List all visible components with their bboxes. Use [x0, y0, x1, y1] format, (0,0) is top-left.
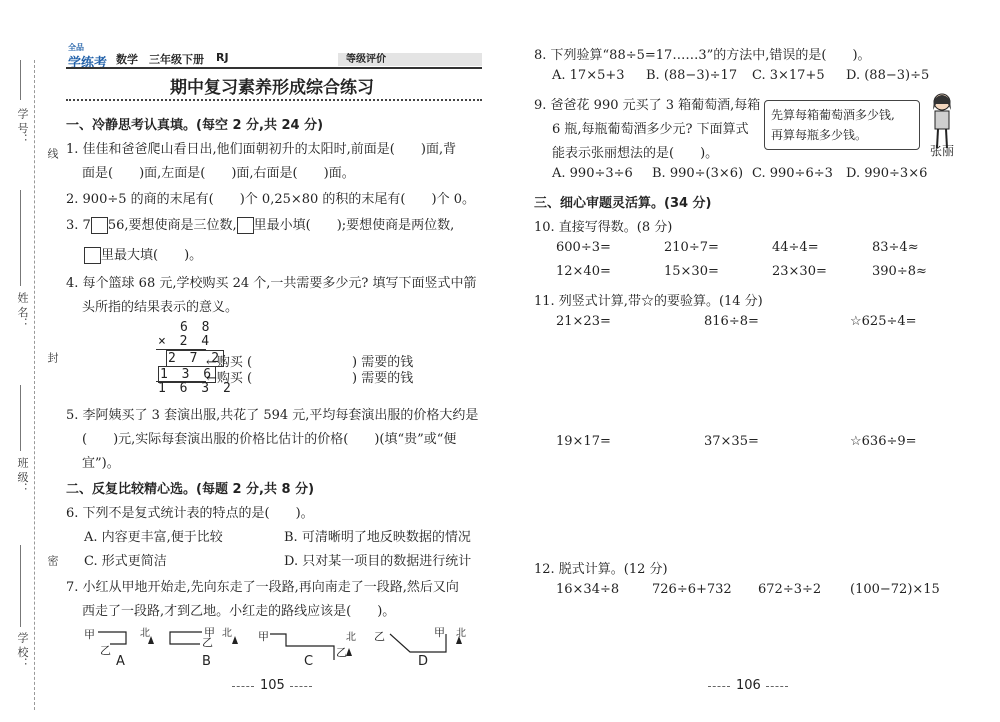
calc-arrow-1: ←购买 (	[206, 355, 253, 370]
q12-item: 726÷6+732	[652, 582, 732, 597]
q8-option-c[interactable]: C. 3×17+5	[752, 68, 825, 83]
q10-item: 210÷7=	[664, 240, 719, 255]
q2-text: 2. 900÷5 的商的末尾有( )个 0,25×80 的积的末尾有( )个 0。	[66, 192, 475, 207]
q11-item: 37×35=	[704, 434, 759, 449]
q8-option-d[interactable]: D. (88−3)÷5	[846, 68, 930, 83]
q3-prefix: 3. 7	[66, 218, 91, 233]
page-number-right: 106	[736, 678, 761, 693]
q11-item: ☆625÷4=	[850, 314, 917, 329]
route-b	[170, 632, 202, 644]
q11-item: ☆636÷9=	[850, 434, 917, 449]
q8-text: 8. 下列验算“88÷5=17……3”的方法中,错误的是( )。	[534, 48, 871, 63]
q6-option-c[interactable]: C. 形式更简洁	[84, 554, 167, 569]
title-underline	[66, 99, 482, 101]
page-number-left: 105	[260, 678, 285, 693]
route-c-bei: 北	[346, 632, 356, 643]
q12-item: 16×34÷8	[556, 582, 620, 597]
q11-item: 21×23=	[556, 314, 611, 329]
q10-text: 10. 直接写得数。(8 分)	[534, 220, 673, 235]
q4-line2: 头所指的结果表示的意义。	[82, 300, 239, 315]
q1-line1: 1. 佳佳和爸爸爬山看日出,他们面朝初升的太阳时,前面是( )面,背	[66, 142, 457, 157]
north-arrow-b	[232, 636, 238, 644]
q6-option-d[interactable]: D. 只对某一项目的数据进行统计	[284, 554, 472, 569]
grade-label: 三年级下册	[149, 53, 204, 66]
q8-option-a[interactable]: A. 17×5+3	[552, 68, 625, 83]
q9-option-c[interactable]: C. 990÷6÷3	[752, 166, 833, 181]
student-no-line	[20, 60, 21, 100]
school-line	[20, 545, 21, 627]
q9-line2: 6 瓶,每瓶葡萄酒多少元? 下面算式	[552, 122, 749, 137]
route-c-jia: 甲	[258, 630, 269, 643]
q1-line2: 面是( )面,左面是( )面,右面是( )面。	[82, 166, 355, 181]
edition-label: RJ	[216, 51, 229, 64]
q10-item: 23×30=	[772, 264, 827, 279]
route-b-bei: 北	[222, 628, 232, 639]
q3-box-2[interactable]	[237, 217, 254, 234]
section-2-title: 二、反复比较精心选。(每题 2 分,共 8 分)	[66, 482, 315, 497]
q4-line1: 4. 每个篮球 68 元,学校购买 24 个,一共需要多少元? 填写下面竖式中箭	[66, 276, 477, 291]
q5-line3: 宜”)。	[82, 456, 120, 471]
route-c-yi: 乙	[336, 646, 347, 659]
page-dash-left-1	[232, 686, 254, 687]
speech-line-1: 先算每箱葡萄酒多少钱,	[771, 108, 895, 122]
q3-line2	[84, 244, 202, 264]
q3-line1	[66, 214, 454, 234]
route-d-bei: 北	[456, 628, 466, 639]
q3-mid2: 里最小填( );要想使商是两位数,	[253, 218, 455, 233]
section-1-title: 一、冷静思考认真填。(每空 2 分,共 24 分)	[66, 118, 324, 133]
q12-item: (100−72)×15	[850, 582, 940, 597]
seal-line-char: 线	[46, 148, 59, 159]
calc-arrow-2-end: ) 需要的钱	[352, 371, 414, 386]
section-3-title: 三、细心审题灵活算。(34 分)	[534, 196, 712, 211]
route-label-c[interactable]: C	[304, 654, 314, 669]
route-d-yi: 乙	[374, 630, 385, 643]
route-b-jia: 甲	[204, 626, 215, 639]
route-c	[270, 634, 334, 660]
q3-mid: 56,要想使商是三位数,	[107, 218, 237, 233]
calc-line-272: 2 7 2	[168, 351, 223, 366]
speech-line-2: 再算每瓶多少钱。	[771, 128, 868, 142]
route-a-bei: 北	[140, 628, 150, 639]
q7-line2: 西走了一段路,才到乙地。小红走的路线应该是( )。	[82, 604, 396, 619]
page-dash-right-2	[766, 686, 788, 687]
q11-text: 11. 列竖式计算,带☆的要验算。(14 分)	[534, 294, 763, 309]
q12-item: 672÷3÷2	[758, 582, 822, 597]
q10-item: 15×30=	[664, 264, 719, 279]
route-b-yi: 乙	[202, 636, 213, 649]
q9-line3: 能表示张丽想法的是( )。	[552, 146, 719, 161]
q5-line1: 5. 李阿姨买了 3 套演出服,共花了 594 元,平均每套演出服的价格大约是	[66, 408, 479, 423]
q10-item: 44÷4=	[772, 240, 819, 255]
page-dash-left-2	[290, 686, 312, 687]
rating-label: 等级评价	[338, 53, 482, 66]
binding-dashed-line	[34, 60, 35, 710]
q12-text: 12. 脱式计算。(12 分)	[534, 562, 668, 577]
subject-label: 数学	[116, 53, 138, 66]
speech-bubble	[764, 100, 920, 150]
route-d-jia: 甲	[434, 626, 445, 639]
q6-text: 6. 下列不是复式统计表的特点的是( )。	[66, 506, 314, 521]
q10-item: 600÷3=	[556, 240, 611, 255]
school-label: 学 校：	[16, 632, 29, 669]
class-line	[20, 385, 21, 451]
name-line	[20, 190, 21, 286]
q9-line1: 9. 爸爸花 990 元买了 3 箱葡萄酒,每箱	[534, 98, 761, 113]
q11-item: 19×17=	[556, 434, 611, 449]
seal-feng-char: 封	[46, 352, 59, 363]
q9-option-a[interactable]: A. 990÷3÷6	[552, 166, 633, 181]
route-label-b[interactable]: B	[202, 654, 211, 669]
route-label-a[interactable]: A	[116, 654, 125, 669]
header-rule	[66, 67, 482, 69]
q10-item: 390÷8≈	[872, 264, 927, 279]
q10-item: 83÷4≈	[872, 240, 919, 255]
calc-line-1632: 1 6 3 2	[158, 381, 234, 396]
q6-option-a[interactable]: A. 内容更丰富,便于比较	[84, 530, 223, 545]
q11-item: 816÷8=	[704, 314, 759, 329]
girl-name: 张丽	[930, 144, 955, 158]
calc-line-136: 1 3 6	[160, 367, 215, 382]
q3-box-1[interactable]	[91, 217, 108, 234]
brand-logo: 全品 学练考	[68, 43, 108, 71]
route-label-d[interactable]: D	[418, 654, 429, 669]
q8-option-b[interactable]: B. (88−3)÷17	[646, 68, 738, 83]
q5-line2: ( )元,实际每套演出服的价格比估计的价格( )(填“贵”或“便	[82, 432, 457, 447]
q9-option-b[interactable]: B. 990÷(3×6)	[652, 166, 744, 181]
student-no-label: 学 号：	[16, 108, 29, 145]
page-dash-right-1	[708, 686, 730, 687]
seal-mi-char: 密	[46, 555, 59, 566]
calc-arrow-2: ←购买 (	[206, 371, 253, 386]
q3-box-3[interactable]	[84, 247, 101, 264]
route-a-yi: 乙	[100, 644, 111, 657]
name-label: 姓 名：	[16, 292, 29, 329]
calc-line-x24: × 2 4	[158, 334, 213, 349]
q6-option-b[interactable]: B. 可清晰明了地反映数据的情况	[284, 530, 471, 545]
calc-line-68: 6 8	[180, 320, 213, 335]
class-label: 班 级：	[16, 457, 29, 494]
page-title: 期中复习素养形成综合练习	[170, 78, 374, 98]
calc-arrow-1-end: ) 需要的钱	[352, 355, 414, 370]
q7-line1: 7. 小红从甲地开始走,先向东走了一段路,再向南走了一段路,然后又向	[66, 580, 459, 595]
q10-item: 12×40=	[556, 264, 611, 279]
q3-end: 里最大填( )。	[101, 248, 203, 263]
q9-option-d[interactable]: D. 990÷3×6	[846, 166, 928, 181]
route-a-jia: 甲	[84, 628, 95, 641]
